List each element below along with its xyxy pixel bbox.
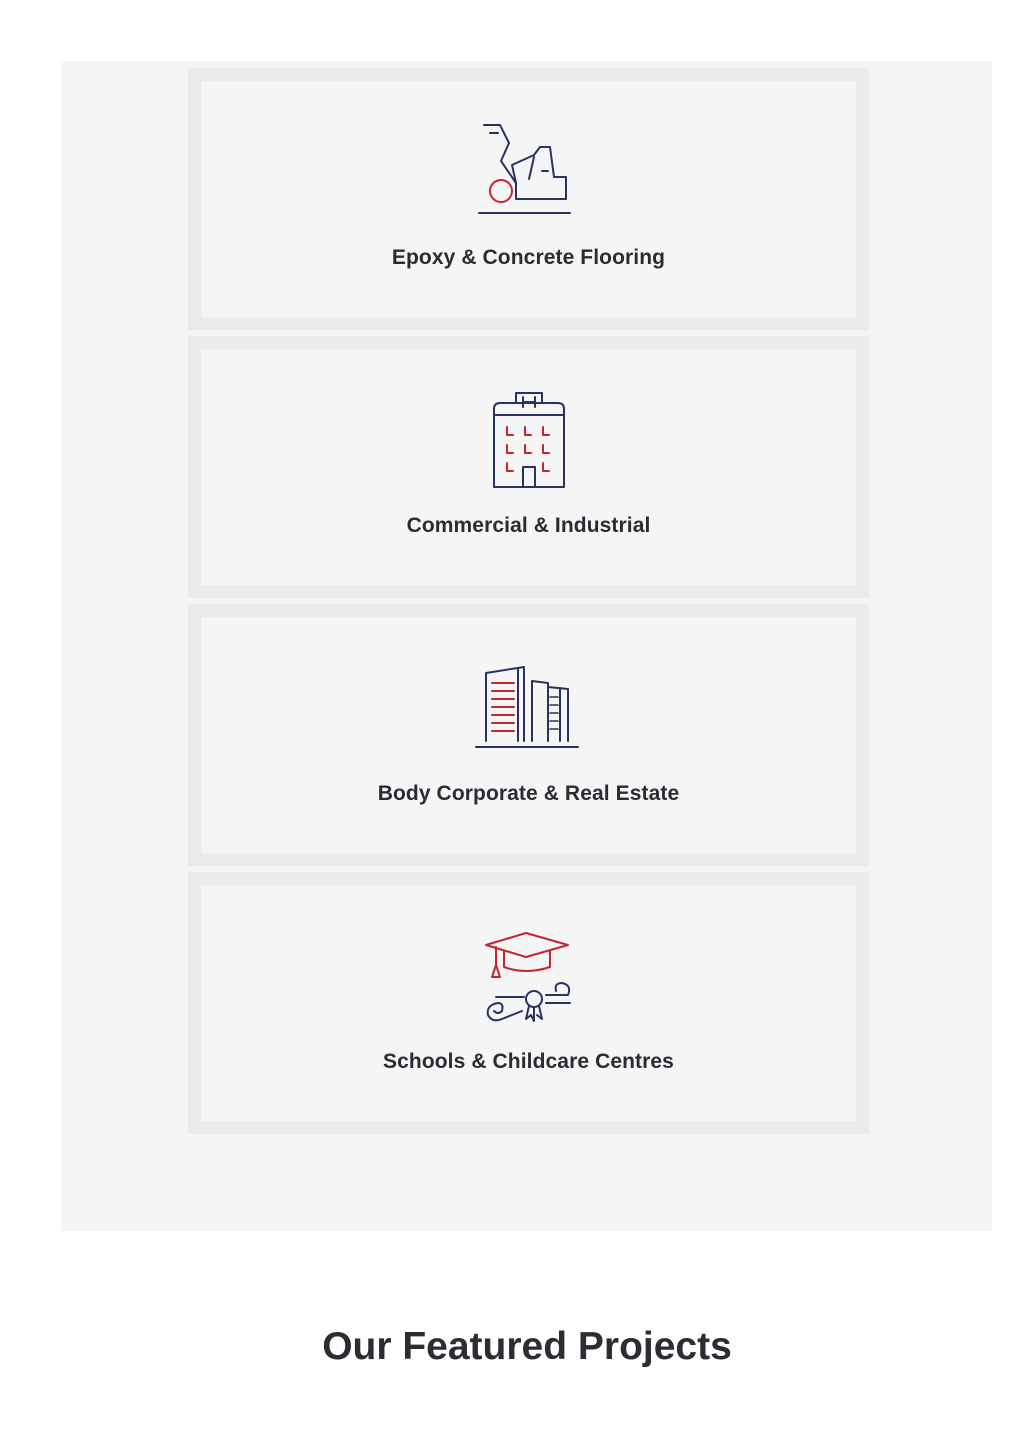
service-card-inner bbox=[201, 349, 856, 585]
service-card-epoxy-flooring[interactable] bbox=[188, 68, 869, 330]
graduation-cap-diploma-icon bbox=[474, 925, 584, 1025]
service-label: Schools & Childcare Centres bbox=[383, 1050, 674, 1073]
featured-projects-title: Our Featured Projects bbox=[322, 1325, 732, 1368]
hotel-building-icon bbox=[474, 389, 584, 489]
service-label: Epoxy & Concrete Flooring bbox=[391, 246, 666, 269]
office-towers-icon bbox=[474, 657, 584, 757]
service-card-inner bbox=[201, 885, 856, 1121]
service-card-body-corporate[interactable] bbox=[188, 604, 869, 866]
service-card-inner bbox=[201, 617, 856, 853]
service-card-schools-childcare[interactable] bbox=[188, 872, 869, 1134]
service-card-commercial-industrial[interactable] bbox=[188, 336, 869, 598]
service-label: Commercial & Industrial bbox=[406, 514, 651, 537]
floor-grinder-icon bbox=[474, 121, 584, 221]
service-label: Body Corporate & Real Estate bbox=[377, 782, 680, 805]
service-card-inner bbox=[201, 81, 856, 317]
